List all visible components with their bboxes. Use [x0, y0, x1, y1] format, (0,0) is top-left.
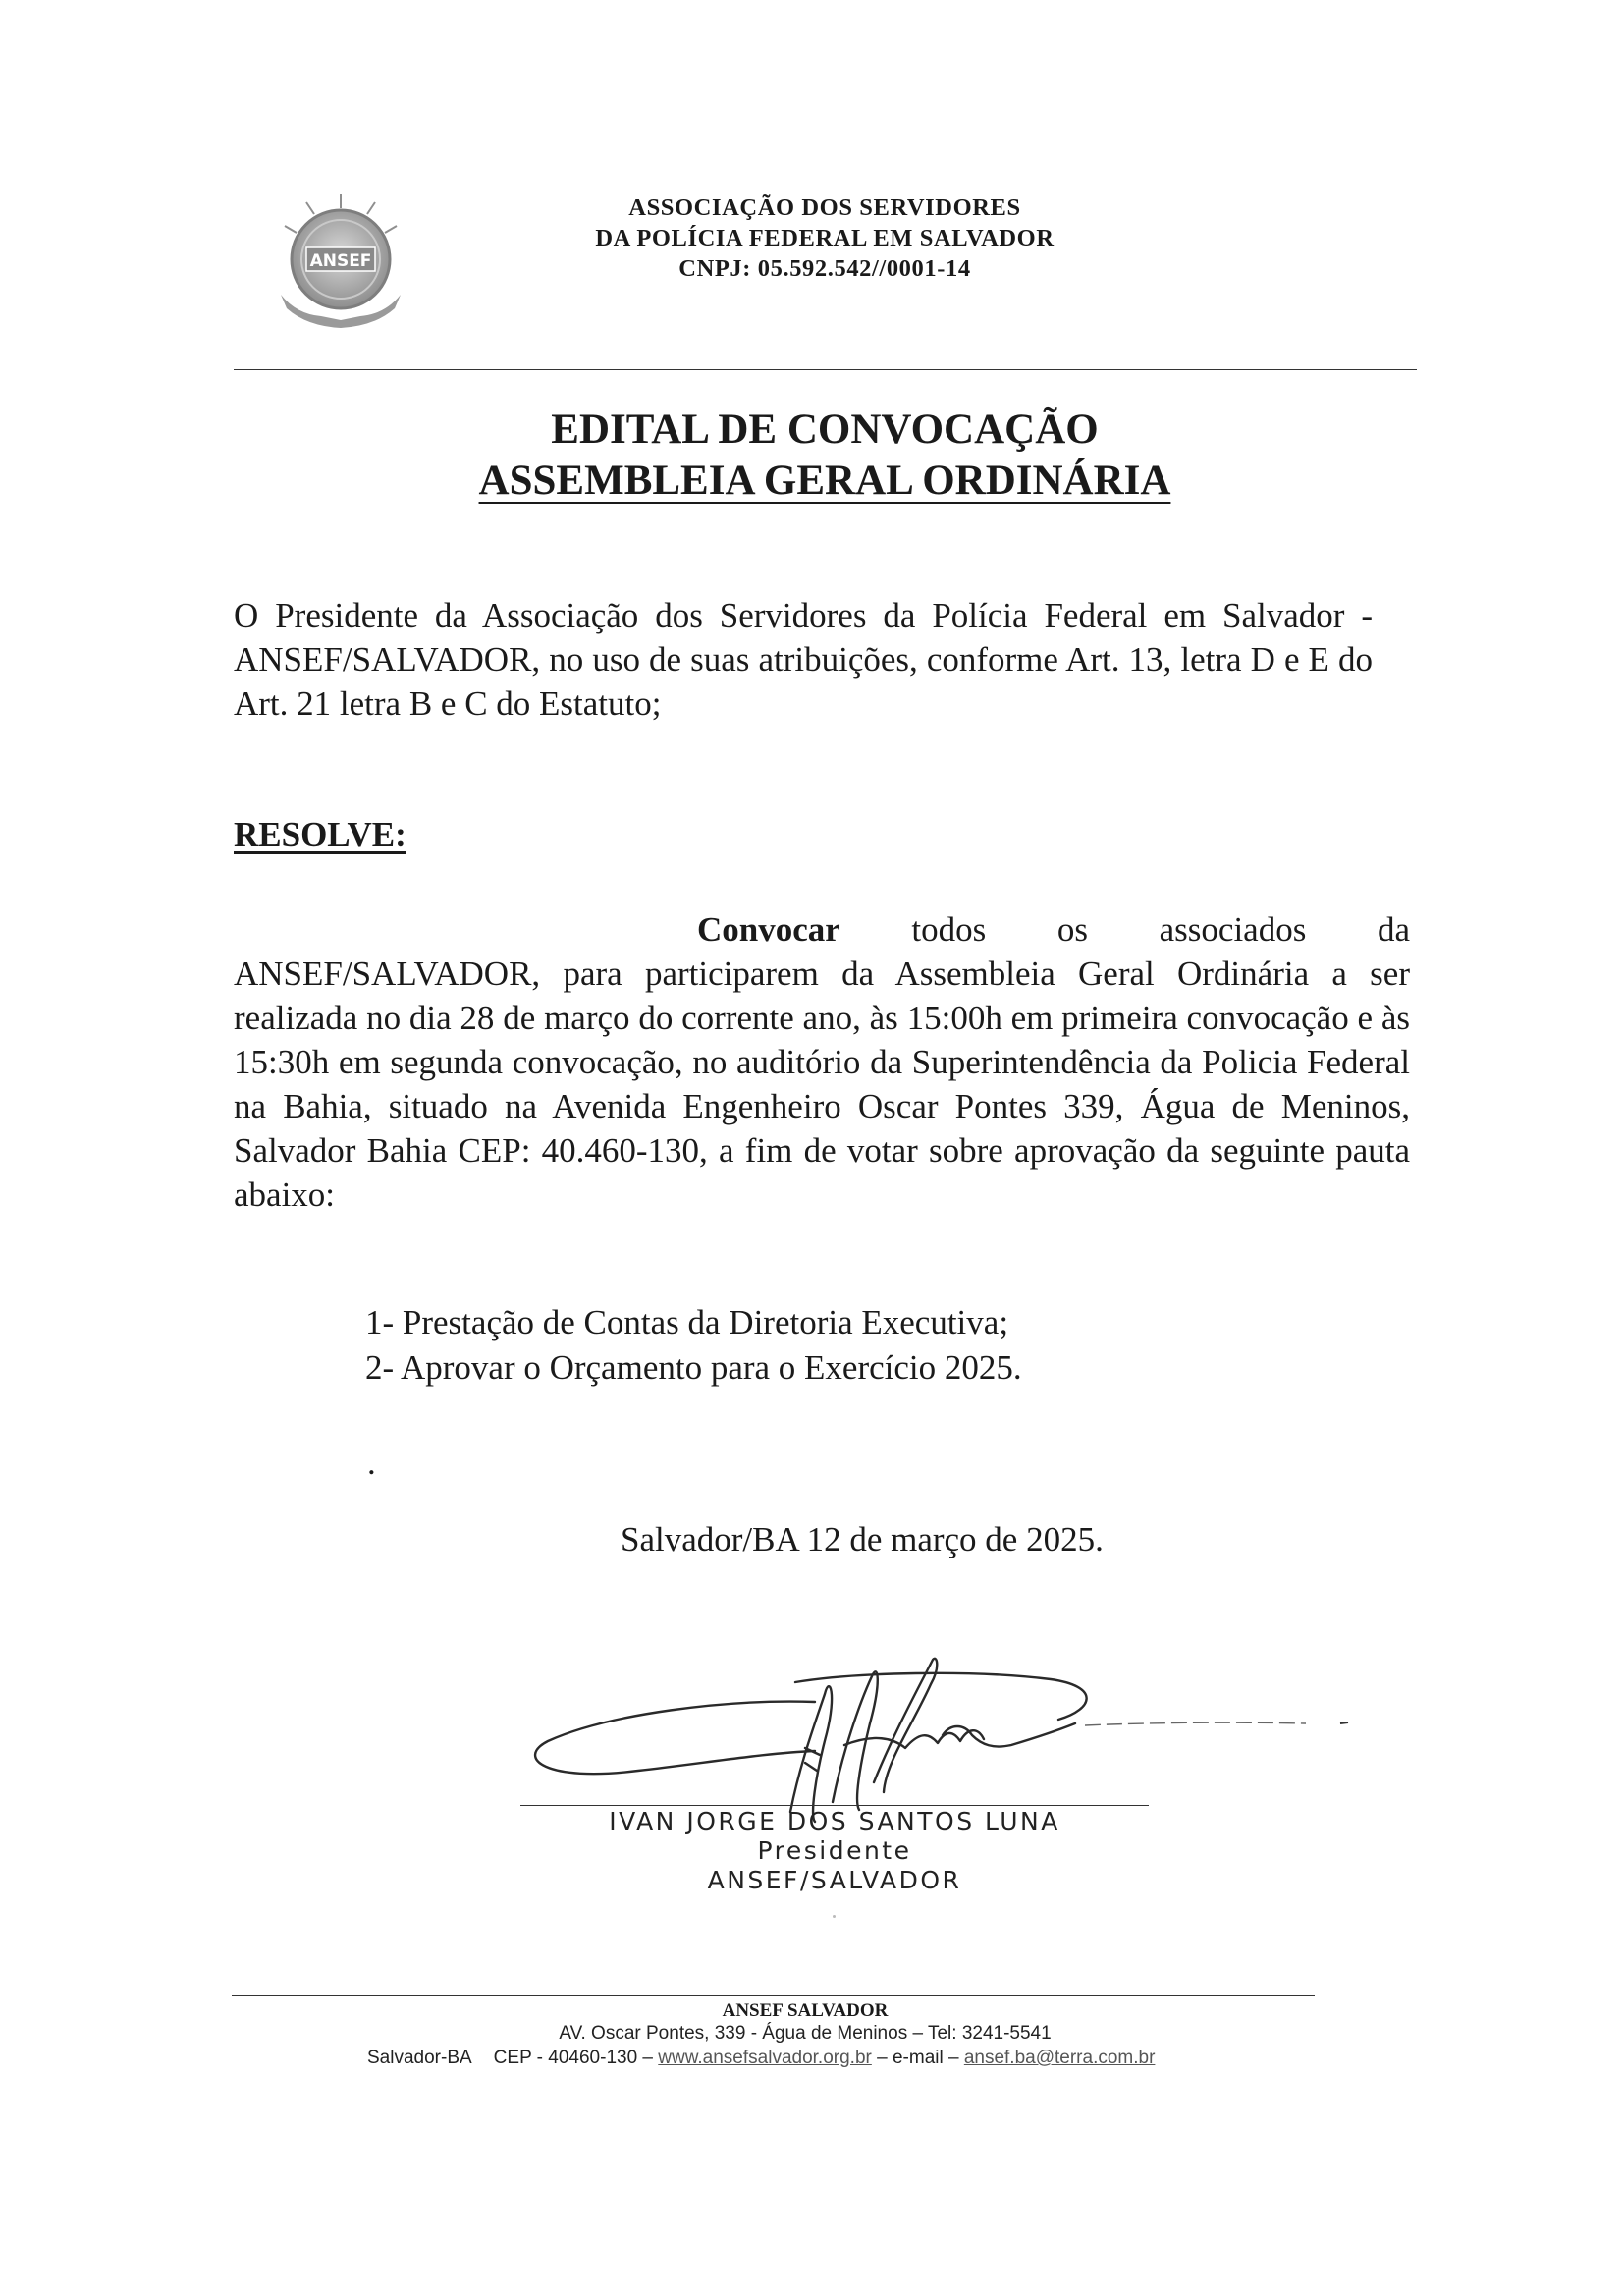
title-line2: ASSEMBLEIA GERAL ORDINÁRIA: [478, 458, 1171, 504]
ansef-logo: [267, 189, 414, 336]
agenda-item: 1- Prestação de Contas da Diretoria Executiva;: [365, 1303, 1009, 1341]
convocation-paragraph: [234, 907, 1410, 1217]
footer-website-link[interactable]: www.ansefsalvador.org.br: [658, 2048, 872, 2068]
footer-contact: [367, 2048, 1155, 2069]
signatory-role: Presidente: [757, 1836, 912, 1865]
footer-divider: [232, 1995, 1315, 1996]
document-title: [295, 405, 1355, 507]
svg-text:ANSEF: ANSEF: [309, 251, 372, 271]
org-header: [471, 192, 1178, 284]
resolve-heading: RESOLVE:: [234, 815, 406, 853]
signatory-name: IVAN JORGE DOS SANTOS LUNA: [609, 1807, 1060, 1835]
org-name-line1: ASSOCIAÇÃO DOS SERVIDORES: [628, 194, 1021, 221]
scan-speck: [833, 1915, 836, 1918]
footer-address: AV. Oscar Pontes, 339 - Água de Meninos – Tel: 3241-5541: [559, 2023, 1052, 2044]
header-divider: [234, 369, 1417, 370]
place-date: Salvador/BA 12 de março de 2025.: [621, 1520, 1104, 1558]
stray-dot: .: [367, 1444, 376, 1482]
handwritten-signature: [520, 1655, 1384, 1827]
footer-email-link[interactable]: ansef.ba@terra.com.br: [963, 2048, 1156, 2068]
agenda-list: [365, 1300, 1022, 1391]
footer-email-label: – e-mail –: [877, 2048, 959, 2068]
footer-org: ANSEF SALVADOR: [722, 2000, 889, 2021]
signatory-block: [432, 1807, 1237, 1895]
title-line1: EDITAL DE CONVOCAÇÃO: [551, 407, 1099, 453]
footer-city: Salvador-BA: [367, 2048, 472, 2068]
signatory-org: ANSEF/SALVADOR: [707, 1866, 962, 1894]
org-cnpj: CNPJ: 05.592.542//0001-14: [678, 255, 971, 282]
intro-paragraph: O Presidente da Associação dos Servidores da Polícia Federal em Salvador - ANSEF/SALVADOR, no uso de suas atribuições, conforme Art. 13, letra D e E do Art. 21 letra B e C do Estatuto;: [234, 596, 1373, 723]
agenda-item: 2- Aprovar o Orçamento para o Exercício 2025.: [365, 1348, 1022, 1387]
org-name-line2: DA POLÍCIA FEDERAL EM SALVADOR: [595, 225, 1055, 251]
convocation-lead: Convocar: [697, 910, 840, 949]
convocation-text: todos os associados da ANSEF/SALVADOR, para participarem da Assembleia Geral Ordinária a ser realizada no dia 28 de março do corrente ano, às 15:00h em primeira convocação e às 15:30h em segunda convocação, no auditório da Superintendência da Policia Federal na Bahia, situado na Avenida Engenheiro Oscar Pontes 339, Água de Meninos, Salvador Bahia CEP: 40.460-130, a fim de votar sobre aprovação da seguinte pauta abaixo:: [234, 910, 1410, 1214]
footer-cep: CEP - 40460-130 –: [493, 2048, 653, 2068]
signature-line: [520, 1805, 1149, 1806]
